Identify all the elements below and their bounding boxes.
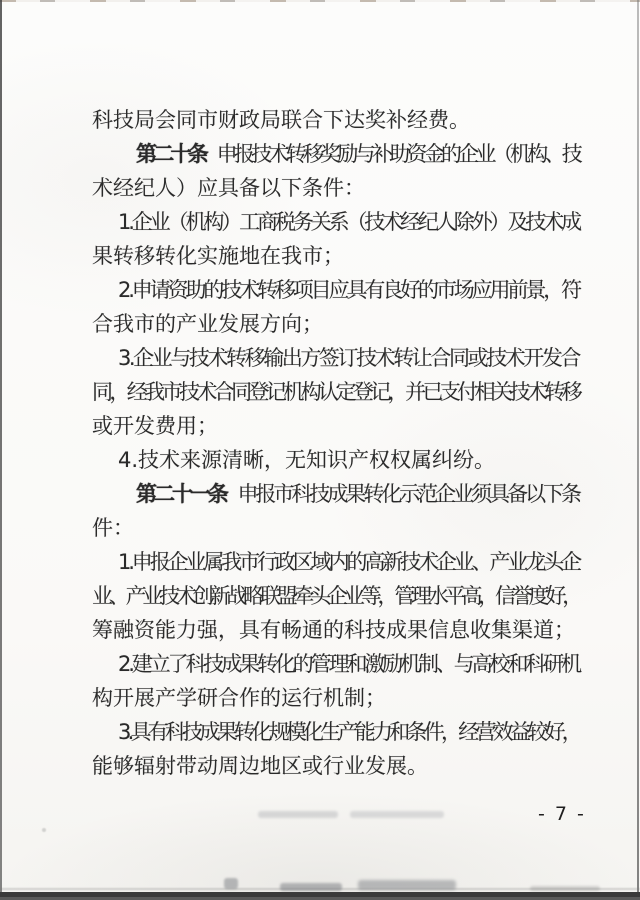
text-line: 第二十一条 申报市科技成果转化示范企业须具备以下条 [136,482,580,506]
text-line: 同，经我市技术合同登记机构认定登记，并已支付相关技术转移 [92,380,579,404]
text-line: 2.建立了科技成果转化的管理和激励机制、与高校和科研机 [118,652,579,676]
text-line: 或开发费用； [92,414,218,438]
text-line: 构开展产学研合作的运行机制； [92,686,386,710]
text-line: 4.技术来源清晰，无知识产权权属纠纷。 [118,448,496,472]
text-line: 业、产业技术创新战略联盟牵头企业等，管理水平高，信誉度好， [92,584,579,608]
scan-artifact [280,883,342,891]
text-line: 第二十条 申报技术转移奖励与补助资金的企业（机构、技 [136,142,580,166]
scan-edge-left [0,0,2,900]
scan-artifact [530,886,600,891]
scan-artifact [258,811,338,818]
text-line: 果转移转化实施地在我市； [92,244,344,268]
text-line: 2.申请资助的技术转移项目应具有良好的市场应用前景，符 [118,278,579,302]
text-line: 1.企业（机构）工商税务关系（技术经纪人除外）及技术成 [118,210,579,234]
scan-artifact [350,811,444,818]
scan-edge-bottom [0,892,640,900]
text-line: 能够辐射带动周边地区或行业发展。 [92,754,428,778]
text-line: 合我市的产业发展方向； [92,312,323,336]
text-line: 3.企业与技术转移输出方签订技术转让合同或技术开发合 [118,346,579,370]
page-number: - 7 - [538,803,586,825]
text-line: 1.申报企业属我市行政区域内的高新技术企业、产业龙头企 [118,550,579,574]
body-text [92,103,579,783]
text-line: 术经纪人）应具备以下条件： [92,176,365,200]
scan-edge-top [0,0,640,2]
text-line: 件： [92,516,134,540]
scan-edge-right [637,0,639,900]
text-line: 3.具有科技成果转化规模化生产能力和条件，经营效益较好， [118,720,579,744]
article-number: 第二十条 [136,142,206,166]
scan-artifact [42,828,46,832]
text-line: 筹融资能力强，具有畅通的科技成果信息收集渠道； [92,618,575,642]
scan-artifact [0,888,640,890]
scan-artifact [224,878,238,889]
scan-artifact [358,880,456,890]
text-line: 科技局会同市财政局联合下达奖补经费。 [92,108,470,132]
article-number: 第二十一条 [136,482,226,506]
